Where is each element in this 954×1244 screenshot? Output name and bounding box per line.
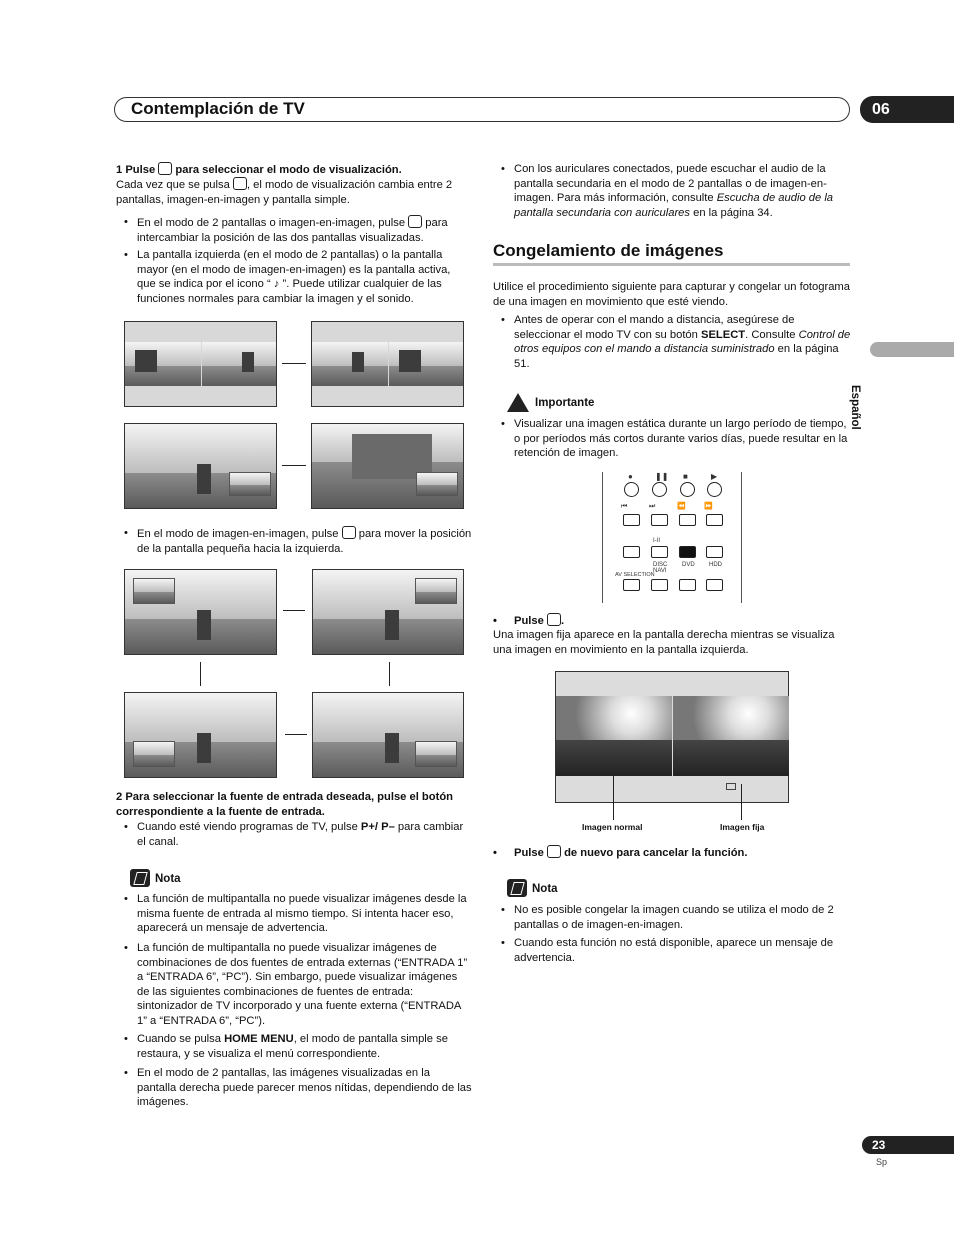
rewind-button[interactable] [679, 514, 696, 526]
freeze-button[interactable] [623, 546, 640, 558]
screen-two-screen-a [124, 321, 277, 407]
swap-arrow [282, 465, 306, 466]
av-selection-label: AV SELECTION [615, 572, 655, 578]
section-intro: Utilice el procedimiento siguiente para capturar y congelar un fotograma de una imagen en movimiento que esté viendo. [493, 281, 850, 308]
bullet-move-pip: • En el modo de imagen-en-imagen, pulse para mover la posición de la pantalla pequeña hacia la izquierda. [124, 527, 472, 555]
language-code: Sp [876, 1157, 888, 1167]
hdd-button[interactable] [706, 579, 723, 591]
bullet-channel: • Cuando esté viendo programas de TV, pulse P+/ P– para cambiar el canal. [124, 821, 464, 848]
step-1-text: Cada vez que se pulsa , el modo de visualización cambia entre 2 pantallas, imagen-en-imagen y pantalla simple. [116, 179, 453, 206]
freeze-button-icon [547, 845, 561, 858]
stop-button[interactable] [680, 482, 695, 497]
down-arrow [200, 662, 201, 686]
skip-back-button[interactable] [623, 514, 640, 526]
note-heading: Nota [532, 883, 558, 895]
disc-navi-label: DISC NAVI [653, 562, 668, 574]
rewind-icon: ⏪ [677, 503, 686, 510]
language-label: Español [849, 385, 861, 430]
screen-pip-b [311, 423, 464, 509]
hdd-label: HDD [709, 562, 722, 568]
skip-forward-icon: ⏭ [649, 503, 656, 510]
up-arrow [389, 662, 390, 686]
screen-pip-top-left [124, 569, 277, 655]
multi-screen-button[interactable] [706, 546, 723, 558]
bullet-headphones: • Con los auriculares conectados, puede escuchar el audio de la pantalla secundaria en el modo de 2 pantallas o de imagen-en-imagen. Para más información, consulte Escucha de audio de la pantalla secundaria con auriculares en la página 34. [501, 163, 834, 219]
section-title: Congelamiento de imágenes [493, 241, 724, 260]
av-selection-button[interactable] [623, 579, 640, 591]
audio-label: I-II [653, 538, 660, 544]
dvd-button[interactable] [679, 579, 696, 591]
step-1-heading: 1 Pulse para seleccionar el modo de visualización. [116, 164, 402, 176]
record-button[interactable] [624, 482, 639, 497]
note-icon [507, 879, 527, 897]
note-item: • Cuando se pulsa HOME MENU, el modo de pantalla simple se restaura, y se visualiza el menú correspondiente. [124, 1033, 448, 1060]
freeze-indicator-icon [726, 783, 736, 790]
note-item: • Cuando esta función no está disponible, aparece un mensaje de advertencia. [501, 937, 834, 964]
remote-control-illustration [602, 472, 742, 603]
play-icon: ▶ [711, 472, 718, 481]
fixed-image [673, 696, 789, 776]
audio-button[interactable] [651, 546, 668, 558]
bullet-swap: • En el modo de 2 pantallas o imagen-en-imagen, pulse para intercambiar la posición de las dos pantallas visualizadas. [124, 216, 448, 244]
caption-normal-image: Imagen normal [582, 822, 643, 832]
bullet-select: • Antes de operar con el mando a distancia, asegúrese de seleccionar el modo TV con su botón SELECT. Consulte Control de otros equipos con el mando a distancia suministrado en la página 51. [501, 314, 851, 370]
caption-leader [741, 784, 742, 820]
multi-screen-button-icon [158, 162, 172, 175]
important-item: • Visualizar una imagen estática durante un largo período de tiempo, o por períodos más cortos durante varios días, puede resultar en la retención de imagen. [501, 418, 848, 460]
freeze-button-icon [547, 613, 561, 626]
step-2-heading: 2 Para seleccionar la fuente de entrada deseada, pulse el botón correspondiente a la fuente de entrada. [116, 791, 453, 818]
freeze-highlight-button[interactable] [679, 546, 696, 558]
multi-screen-button-icon [233, 177, 247, 190]
bullet-active-screen: • La pantalla izquierda (en el modo de 2 pantallas) o la pantalla mayor (en el modo de imagen-en-imagen) es la pantalla activa, que se indica por el icono “ ♪ ”. Puede utilizar cualquier de las funciones normales para cambiar la imagen y el sonido. [124, 249, 451, 305]
language-tab [870, 342, 954, 357]
right-arrow [285, 734, 307, 735]
disc-navi-button[interactable] [651, 579, 668, 591]
swap-arrow [282, 363, 306, 364]
screen-pip-a [124, 423, 277, 509]
screen-two-screen-b [311, 321, 464, 407]
fast-forward-icon: ⏩ [704, 503, 713, 510]
screen-pip-bottom-left [124, 692, 277, 778]
warning-icon [507, 393, 529, 412]
freeze-screen-illustration [555, 671, 789, 803]
pause-icon: ❚❚ [655, 472, 669, 481]
pulse-cancel-step: • Pulse de nuevo para cancelar la función. [493, 847, 748, 859]
caption-fixed-image: Imagen fija [720, 822, 765, 832]
skip-back-icon: ⏮ [621, 503, 628, 510]
pause-button[interactable] [652, 482, 667, 497]
caption-leader [613, 776, 614, 820]
pulse-description: Una imagen fija aparece en la pantalla derecha mientras se visualiza una imagen en movimiento en la pantalla izquierda. [493, 629, 835, 656]
section-rule [493, 263, 850, 266]
important-heading: Importante [535, 397, 595, 409]
page-number: 23 [862, 1136, 954, 1154]
swap-button-icon [408, 215, 422, 228]
normal-image [556, 696, 672, 776]
fast-forward-button[interactable] [706, 514, 723, 526]
dvd-label: DVD [682, 562, 695, 568]
skip-forward-button[interactable] [651, 514, 668, 526]
left-arrow [283, 610, 305, 611]
note-heading: Nota [155, 873, 181, 885]
shift-button-icon [342, 526, 356, 539]
record-icon: ● [628, 472, 633, 481]
note-item: • En el modo de 2 pantallas, las imágenes visualizadas en la pantalla derecha puede parecer menos nítidas, dependiendo de las imágenes. [124, 1067, 472, 1109]
screen-pip-bottom-right [312, 692, 464, 778]
screen-pip-top-right [312, 569, 464, 655]
note-item: • La función de multipantalla no puede visualizar imágenes de combinaciones de dos fuentes de entrada externas (“ENTRADA 1” a “ENTRADA 6”, “PC”). Sin embargo, puede visualizar imágenes de las siguientes combinaciones de fuentes de entrada: sintonizador de TV incorporado y una fuente externa (“ENTRADA 1” a “ENTRADA 6”, “PC”). [124, 942, 468, 1027]
pulse-step: • Pulse . [493, 615, 565, 627]
note-item: • La función de multipantalla no puede visualizar imágenes desde la misma fuente de entrada al mismo tiempo. Si intenta hacer eso, aparecerá un mensaje de advertencia. [124, 893, 467, 935]
play-button[interactable] [707, 482, 722, 497]
note-item: • No es posible congelar la imagen cuando se utiliza el modo de 2 pantallas o de imagen-en-imagen. [501, 904, 834, 931]
note-icon [130, 869, 150, 887]
chapter-number: 06 [860, 96, 954, 123]
stop-icon: ■ [683, 472, 688, 481]
page-title: Contemplación de TV [131, 99, 305, 118]
